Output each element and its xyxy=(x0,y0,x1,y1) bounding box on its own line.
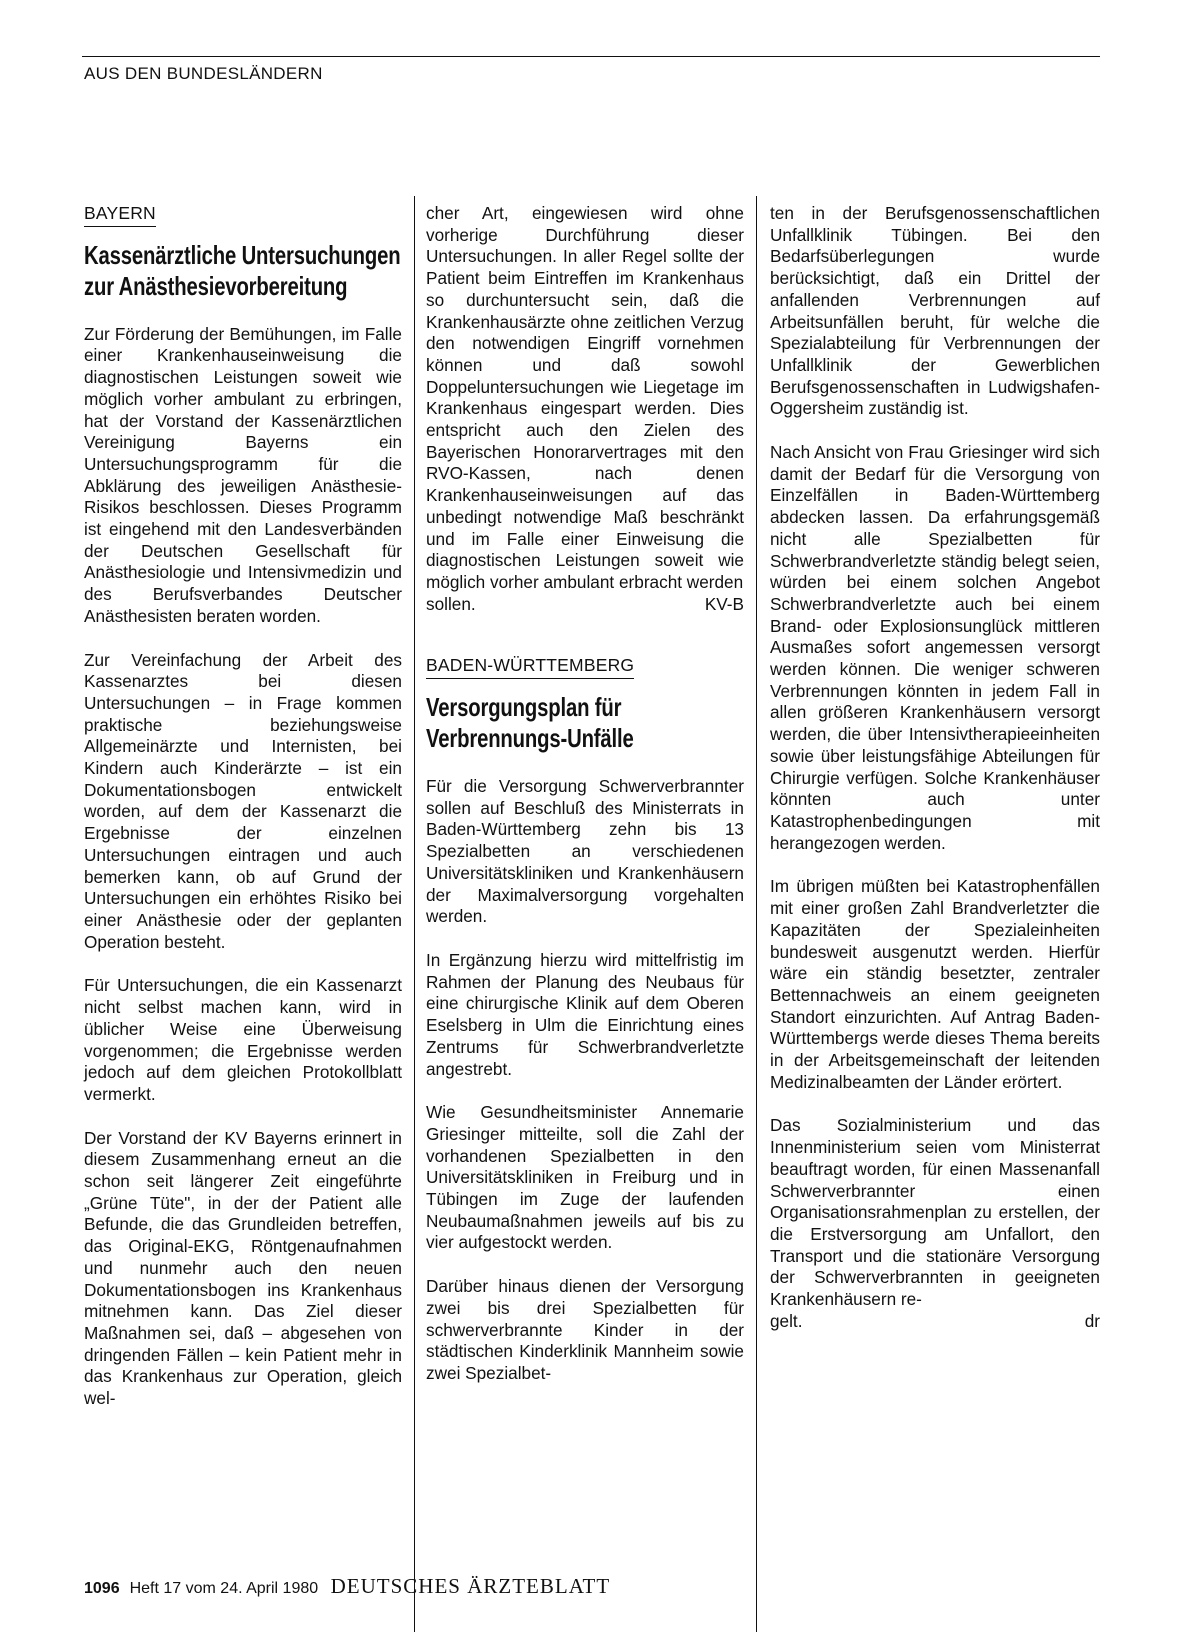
column-1 xyxy=(84,203,402,1432)
page-number: 1096 xyxy=(84,1580,120,1597)
column-3 xyxy=(770,203,1100,1332)
column-2 xyxy=(426,203,744,1407)
column-divider-2 xyxy=(756,196,757,1632)
article2-signature-line xyxy=(770,1311,1100,1333)
article2-paragraph-5: Nach Ansicht von Frau Griesinger wird sich damit der Bedarf für die Versorgung von Einzelfällen in Baden-Württemberg abdecken lassen. Da erfahrungsgemäß nicht alle Spezialbetten für Schwerbrandverletzte ständig belegt seien, würden bei einem solchen Angebot Schwerbrandverletzte auch bei einem Brand- oder Explosionsunglück mittleren Ausmaßes sofort angemessen versorgt werden können. Die weniger schweren Verbrennungen könnten in jedem Fall in allen größeren Krankenhäusern versorgt werden, die über Intensivtherapieeinheiten sowie über leistungsfähige Abteilungen für Chirurgie verfügen. Solche Krankenhäuser könnten auch unter Katastrophenbedingungen mit herangezogen werden. xyxy=(770,442,1100,853)
headline-bayern: Kassenärztliche Untersuchungen zur Anästhesievorbereitung xyxy=(84,239,401,301)
article1-paragraph-2: Zur Vereinfachung der Arbeit des Kassenarztes bei diesen Untersuchungen – in Frage kommen praktische beziehungsweise Allgemeinärzte und Internisten, bei Kindern auch Kinderärzte – ist ein Dokumentationsbogen entwickelt worden, auf dem der Kassenarzt die Ergebnisse der einzelnen Untersuchungen eintragen und auch bemerken kann, ob auf Grund der Untersuchungen ein erhöhtes Risiko bei einer Anästhesie oder der geplanten Operation besteht. xyxy=(84,649,402,952)
article2-paragraph-3: Wie Gesundheitsminister Annemarie Griesinger mitteilte, soll die Zahl der vorhandenen Spezialbetten in den Universitätskliniken in Freiburg und in Tübingen im Zuge der laufenden Neubaumaßnahmen jeweils auf bis zu vier aufgestockt werden. xyxy=(426,1102,744,1253)
article1-signature-line xyxy=(426,594,744,616)
article2-paragraph-6: Im übrigen müßten bei Katastrophenfällen mit einer großen Zahl Brandverletzter die Kapazitäten der Spezialeinheiten bundesweit ausgenutzt werden. Hierfür wäre ein ständig besetzter, zentraler Bettennachweis an einem geeigneten Standort einzurichten. Auf Antrag Baden-Württembergs werde dieses Thema bereits in der Arbeitsgemeinschaft der leitenden Medizinalbeamten der Länder erörtert. xyxy=(770,876,1100,1092)
page-footer xyxy=(84,1574,610,1599)
article1-paragraph-4-start: Der Vorstand der KV Bayerns erinnert in diesem Zusammenhang erneut an die schon seit längerer Zeit eingeführte „Grüne Tüte", in der der Patient alle Befunde, die das Grundleiden betreffen, das Original-EKG, Röntgenaufnahmen und nunmehr auch den neuen Dokumentationsbogen ins Krankenhaus mitnehmen kann. Das Ziel dieser Maßnahmen sei, daß – abgesehen von dringenden Fällen – kein Patient mehr in das Krankenhaus zur Operation, gleich wel- xyxy=(84,1127,402,1409)
article2-paragraph-1: Für die Versorgung Schwerverbrannter sollen auf Beschluß des Ministerrats in Baden-Württemberg zehn bis 13 Spezialbetten an verschiedenen Universitätskliniken und Krankenhäusern der Maximalversorgung vorgehalten werden. xyxy=(426,776,744,927)
article1-paragraph-3: Für Untersuchungen, die ein Kassenarzt nicht selbst machen kann, wird in üblicher Weise eine Überweisung vorgenommen; die Ergebnisse werden jedoch auf dem gleichen Protokollblatt vermerkt. xyxy=(84,975,402,1104)
article1-last-word: sollen. xyxy=(426,593,476,614)
article2-paragraph-7: Das Sozialministerium und das Innenministerium seien vom Ministerrat beauftragt worden, für einen Massenanfall Schwerverbrannter einen Organisationsrahmenplan zu erstellen, der die Erstversorgung am Unfallort, den Transport und die stationäre Versorgung der Schwerverbrannten in geeigneten Krankenhäusern re- xyxy=(770,1115,1100,1310)
region-label-baden-wuerttemberg: BADEN-WÜRTTEMBERG xyxy=(426,655,634,679)
region-label-bayern: BAYERN xyxy=(84,203,156,227)
headline-baden-wuerttemberg: Versorgungsplan für Verbrennungs-Unfälle xyxy=(426,692,634,754)
article2-paragraph-4-start: Darüber hinaus dienen der Versorgung zwei bis drei Spezialbetten für schwerverbrannte Kinder in der städtischen Kinderklinik Mannheim sowie zwei Spezialbet- xyxy=(426,1276,744,1383)
article1-paragraph-4-continued: cher Art, eingewiesen wird ohne vorherige Durchführung dieser Untersuchungen. In aller Regel sollte der Patient beim Eintreffen im Krankenhaus so durchuntersucht sein, daß die Krankenhausärzte ohne zeitlichen Verzug den notwendigen Eingriff vornehmen können und daß sowohl Doppeluntersuchungen wie Liegetage im Krankenhaus eingespart werden. Dies entspricht auch den Zielen des Bayerischen Honorarvertrages mit den RVO-Kassen, nach denen Krankenhauseinweisungen auf das unbedingt notwendige Maß beschränkt und im Falle einer Einweisung die diagnostischen Leistungen soweit wie möglich vorher ambulant erbracht werden xyxy=(426,203,744,592)
article2-signature: dr xyxy=(1084,1310,1100,1331)
column-divider-1 xyxy=(414,196,415,1632)
article2-paragraph-4-continued: ten in der Berufsgenossenschaftlichen Unfallklinik Tübingen. Bei den Bedarfsüberlegungen wurde berücksichtigt, daß ein Drittel der anfallenden Verbrennungen auf Arbeitsunfällen beruht, für welche die Spezialabteilung für Verbrennungen der Unfallklinik der Gewerblichen Berufsgenossenschaften in Ludwigshafen-Oggersheim zuständig ist. xyxy=(770,203,1100,419)
publication-masthead: DEUTSCHES ÄRZTEBLATT xyxy=(330,1574,611,1598)
article2-last-word: gelt. xyxy=(770,1310,803,1331)
issue-info: Heft 17 vom 24. April 1980 xyxy=(129,1580,319,1597)
article1-paragraph-1: Zur Förderung der Bemühungen, im Falle einer Krankenhauseinweisung die diagnostischen Leistungen soweit wie möglich vorher ambulant zu erbringen, hat der Vorstand der Kassenärztlichen Vereinigung Bayerns ein Untersuchungsprogramm für die Abklärung des jeweiligen Anästhesie-Risikos beschlossen. Dieses Programm ist eingehend mit den Landesverbänden der Deutschen Gesellschaft für Anästhesiologie und Intensivmedizin und des Berufsverbandes Deutscher Anästhesisten beraten worden. xyxy=(84,323,402,626)
top-rule xyxy=(82,56,1100,57)
article1-signature: KV-B xyxy=(704,593,744,614)
article2-paragraph-2: In Ergänzung hierzu wird mittelfristig im Rahmen der Planung des Neubaus für eine chirurgische Klinik auf dem Oberen Eselsberg in Ulm die Einrichtung eines Zentrums für Schwerbrandverletzte angestrebt. xyxy=(426,949,744,1079)
section-header: AUS DEN BUNDESLÄNDERN xyxy=(84,64,323,83)
